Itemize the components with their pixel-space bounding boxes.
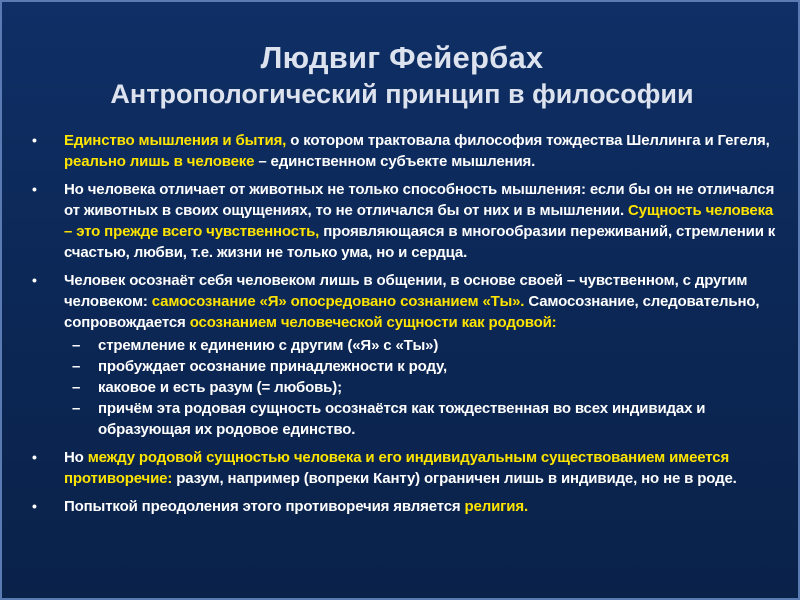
body-text: Человек осознаёт себя человеком лишь в общении, в основе своей – чувственном, с другим человеком: — [64, 272, 748, 310]
bullet-item-self-consciousness — [64, 270, 780, 333]
body-text: разум, например (вопреки Канту) ограничен лишь в индивиде, но не в роде. — [172, 470, 737, 487]
highlight-text: Сущность человека – это прежде всего чувственность, — [64, 202, 774, 240]
body-text: Но — [64, 449, 88, 466]
sub-item: – стремление к единению с другим («Я» с «Ты») — [64, 335, 780, 356]
highlight-text: реально лишь в человеке — [64, 153, 255, 170]
bullet-list — [64, 130, 780, 524]
highlight-text: Единство мышления и бытия, — [64, 132, 287, 149]
bullet-item-religion — [64, 496, 780, 517]
highlight-text: самосознание «Я» опосредовано сознанием «Ты». — [151, 293, 525, 310]
highlight-text: осознанием человеческой сущности как родовой: — [189, 314, 557, 331]
bullet-item-unity — [64, 130, 780, 172]
sub-item: – каковое и есть разум (= любовь); — [64, 377, 780, 398]
body-text: о котором трактовала философия тождества Шеллинга и Гегеля, — [286, 132, 770, 149]
highlight-text: между родовой сущностью человека и его индивидуальным существованием имеется противоречие: — [64, 449, 730, 487]
bullet-item-contradiction — [64, 447, 780, 489]
highlight-text: религия. — [464, 498, 528, 515]
slide-subtitle: Антропологический принцип в философии — [110, 79, 694, 109]
body-text: проявляющаяся в многообразии переживаний, стремлении к счастью, любви, т.е. жизни не только ума, но и сердца. — [64, 223, 776, 261]
sub-list — [64, 335, 780, 440]
body-text: – единственном субъекте мышления. — [254, 153, 536, 170]
body-text: Самосознание, следовательно, сопровождается — [64, 293, 760, 331]
bullet-item-sensuality — [64, 179, 780, 263]
sub-item: – причём эта родовая сущность осознаётся как тождественная во всех индивидах и образующая их родовое единство. — [64, 398, 780, 440]
slide-title: Людвиг Фейербах — [260, 40, 544, 75]
body-text: Попыткой преодоления этого противоречия является — [64, 498, 465, 515]
body-text: Но человека отличает от животных не только способность мышления: если бы он не отличался от животных в своих ощущениях, то не отличался бы от них и в мышлении. — [64, 181, 775, 219]
title-block — [2, 40, 800, 110]
sub-item: – пробуждает осознание принадлежности к роду, — [64, 356, 780, 377]
